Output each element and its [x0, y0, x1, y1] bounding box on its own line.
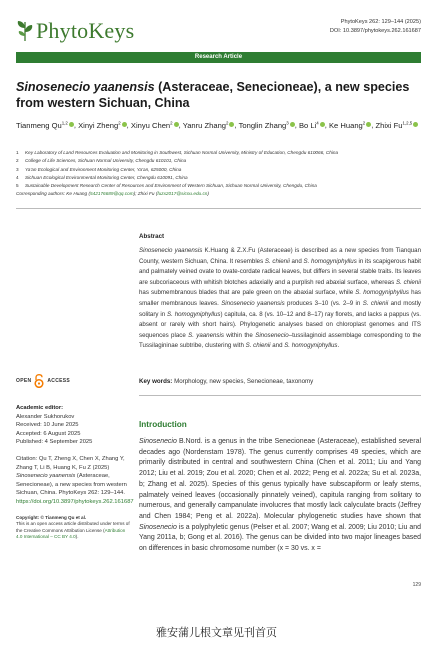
- orcid-icon[interactable]: [69, 122, 74, 127]
- email-link[interactable]: 542176689@qq.com: [90, 191, 134, 197]
- author-affiliation-sup: 3: [286, 120, 289, 125]
- corr-text: ): [207, 191, 209, 197]
- affiliation-item: [16, 157, 426, 165]
- author[interactable]: Yanru Zhang$^2$: [183, 121, 235, 130]
- journal-logo[interactable]: [16, 18, 134, 44]
- italic-taxon: Sinosenecio: [255, 331, 289, 339]
- italic-taxon: S. chienii: [395, 278, 421, 286]
- author[interactable]: Xinyi Zheng$^2$: [78, 121, 127, 130]
- email-link[interactable]: fuzx2017@sicnu.edu.cn: [157, 191, 208, 197]
- italic-taxon: S. homogyniphyllus: [303, 257, 357, 265]
- author[interactable]: Ke Huang$^2$: [329, 121, 371, 130]
- orcid-icon[interactable]: [413, 122, 418, 127]
- affiliation-text: Sichuan Ecological Environmental Monitoring Center, Chengdu 610091, China: [25, 174, 188, 180]
- leaf-logo-icon: [16, 20, 34, 42]
- text-run: is a polyphyletic genus (Pelser et al. 2007; Wang et al. 2009; Liu 2010; Liu and Yang 2011a, b; Gong et al. 2016). The genus can be divided into two major lineages based on differences in basic chromosome number (x = 30 vs. x =: [139, 523, 421, 553]
- corr-text: ); Zhixi Fu (: [133, 191, 158, 197]
- orcid-icon[interactable]: [366, 122, 371, 127]
- author-affiliation-sup: 2: [170, 120, 173, 125]
- text-run: K.Huang & Z.X.Fu (Asteraceae) is described as a new species from Tianquan County, western Sichuan, China. It resembles: [139, 247, 421, 265]
- text-run: and: [289, 257, 304, 265]
- open-lock-icon: [33, 374, 45, 388]
- author[interactable]: Tianmeng Qu$^{1,2}$: [16, 121, 74, 130]
- open-access-left: OPEN: [16, 378, 32, 384]
- abstract-heading: Abstract: [139, 233, 165, 240]
- italic-taxon: S. homogyniphyllus: [284, 342, 338, 350]
- author[interactable]: Bo Li$^4$: [299, 121, 325, 130]
- keywords-text: Morphology, new species, Senecioneae, taxonomy: [172, 378, 314, 385]
- open-access-right: ACCESS: [47, 378, 71, 384]
- affiliation-number: 5: [16, 183, 19, 189]
- affiliations: [16, 149, 426, 199]
- article-doi[interactable]: DOI: 10.3897/phytokeys.262.161687: [329, 28, 421, 34]
- italic-taxon: Sinosenecio: [139, 523, 177, 531]
- italic-taxon: Sinosenecio yaanensis: [221, 299, 285, 307]
- affiliation-text: College of Life Sciences, Sichuan Normal University, Chengdu 610101, China: [25, 158, 187, 164]
- introduction-heading: Introduction: [139, 420, 187, 429]
- title-line2: from western Sichuan, China: [16, 96, 190, 110]
- author-affiliation-sup: 2: [226, 120, 229, 125]
- italic-taxon: Sinosenecio yaanensis: [139, 247, 203, 254]
- article-info-sidebar: [16, 404, 134, 541]
- affiliation-number: 2: [16, 158, 19, 164]
- orcid-icon[interactable]: [229, 122, 234, 127]
- divider: [16, 208, 421, 209]
- text-run: and mostly solitary in: [139, 299, 421, 318]
- author-affiliation-sup: 1,2,5: [402, 120, 413, 125]
- author-affiliation-sup: 1,2: [61, 120, 68, 125]
- text-run: B.Nord. is a genus in the tribe Senecioneae (Asteraceae), established several decades ago (Nordenstam 1978). The genus currently comprises 49 species, which are primarily distributed in central and southwestern China (Chen et al. 2011; Liu and Yang 2012; Liu et al. 2019; Zou et al. 2020; Chen et al. 2022; Peng et al. 2022a; Su et al. 2023a, b; Zhang et al. 2025). Species of this genus typically have subscapiform or leafy stems, palmately veined leaves (occasionally pinnately veined), capitula ranging from solitary to numerous, and generally campanulate involucres that mostly lack calyculate bracts (Jeffrey and Chen 1984; Peng et al. 2022a). Molecular phylogenetic studies have shown that: [139, 438, 421, 520]
- affiliation-text: Sustainable Development Research Center of Resources and Environment of Western Sichuan, Sichuan Normal University, Chengdu, China: [25, 183, 317, 189]
- affiliation-number: 4: [16, 174, 19, 180]
- orcid-icon[interactable]: [174, 122, 179, 127]
- copyright-notice: Copyright: © Tianmeng Qu et al. This is an open access article distributed under terms of the Creative Commons Attribution License (Attribution 4.0 International – CC BY 4.0).: [16, 514, 130, 540]
- affiliation-item: [16, 166, 426, 174]
- accepted-date: Accepted: 6 August 2025: [16, 430, 81, 437]
- italic-taxon: S. homogyniphyllus: [167, 310, 221, 318]
- text-run: has smaller membranous leaves.: [139, 289, 421, 307]
- corresponding-authors: [16, 190, 426, 198]
- abstract-text: [139, 246, 421, 352]
- text-run: within the: [223, 331, 256, 339]
- received-date: Received: 10 June 2025: [16, 422, 79, 429]
- text-run: ) capitula, ca. 8 (vs. 10–12 and 8–17) ray florets, and lacks a pappus (vs. absent or rarely with short hairs). Phylogenetic analyses based on chloroplast genomes and ITS sequences place: [139, 310, 421, 339]
- italic-taxon: S. homogyniphyllus: [355, 289, 409, 297]
- journal-volume: PhytoKeys 262: 129–144 (2025): [340, 19, 421, 25]
- italic-taxon: S. chienii: [362, 299, 389, 307]
- italic-taxon: S. chienii: [264, 257, 290, 265]
- affiliation-item: [16, 149, 426, 157]
- author[interactable]: Tonglin Zhang$^3$: [239, 121, 295, 130]
- italic-taxon: S. chienii: [245, 342, 271, 350]
- affiliation-item: [16, 174, 426, 182]
- affiliation-item: [16, 182, 426, 190]
- text-run: produces 3–10 (vs. 2–9 in: [284, 299, 363, 307]
- caption-chinese: 雅安蒲儿根文章见刊首页: [156, 626, 277, 639]
- orcid-icon[interactable]: [290, 122, 295, 127]
- open-access-badge: [16, 374, 70, 388]
- text-run: has submembranous blades that are pale green on the abaxial surface, while: [139, 289, 356, 297]
- introduction-text: [139, 437, 421, 555]
- text-run: in its scapigerous habit and palmately veined ovate to ovate-cordate radical leaves, but differs in several stable traits. Its leaves are subcoriaceous with whitish blotches adaxially and a purplish red abaxial surface, whereas: [139, 257, 421, 286]
- page-number: 129: [412, 582, 421, 588]
- citation-doi-link[interactable]: https://doi.org/10.3897/phytokeys.262.161687: [16, 498, 134, 505]
- text-run: –tussilaginoid assemblage corresponding to the Tussilagininae subtribe, clustering with: [139, 331, 421, 350]
- author-affiliation-sup: 2: [362, 120, 366, 125]
- author-affiliation-sup: 2: [118, 120, 121, 125]
- journal-citation-meta: [330, 18, 421, 36]
- keywords: [139, 378, 421, 385]
- text-run: .: [337, 342, 340, 350]
- divider: [139, 395, 421, 396]
- text-run: and: [270, 342, 285, 350]
- italic-taxon: S. yaanensis: [188, 331, 224, 339]
- affiliation-text: Key Laboratory of Land Resources Evaluation and Monitoring in Southwest, Sichuan Normal University, Ministry of Education, Chengdu 610066, China: [25, 150, 339, 155]
- published-date: Published: 4 September 2025: [16, 439, 93, 446]
- orcid-icon[interactable]: [320, 122, 325, 127]
- license-link[interactable]: Attribution 4.0 International – CC BY 4.0: [16, 527, 126, 540]
- affiliation-number: 1: [16, 150, 19, 155]
- title-species: Sinosenecio yaanensis: [16, 80, 155, 94]
- orcid-icon[interactable]: [122, 122, 127, 127]
- corr-text: Corresponding authors: Ke Huang (: [16, 191, 91, 197]
- editor-name: Alexander Sukhorukov: [16, 413, 75, 420]
- author[interactable]: Xinyu Chen$^2$: [131, 121, 179, 130]
- keywords-label: Key words:: [139, 378, 173, 385]
- author-list: Tianmeng Qu$^{1,2}$ , Xinyi Zheng$^2$ , Xinyu Chen$^2$ , Yanru Zhang$^2$ , Tonglin Zhang$^3$ , Bo Li$^4$ , Ke Huang$^2$ , Zhixi Fu$^{1,2,5}$: [16, 117, 421, 131]
- article-title: [16, 79, 421, 111]
- title-rest: (Asteraceae, Senecioneae), a new species: [154, 80, 410, 94]
- article-type-banner: Research Article: [16, 52, 421, 63]
- author[interactable]: Zhixi Fu$^{1,2,5}$: [375, 121, 418, 130]
- logo-text: PhytoKeys: [36, 18, 135, 43]
- affiliation-text: Ya'an Ecological and Environment Monitoring Center, Ya'an, 625000, China: [25, 166, 182, 172]
- editor-label: Academic editor:: [16, 405, 64, 411]
- author-affiliation-sup: 4: [316, 120, 319, 125]
- italic-taxon: Sinosenecio: [139, 438, 177, 445]
- affiliation-number: 3: [16, 166, 19, 172]
- citation: Citation: Qu T, Zheng X, Chen X, Zhang Y, Zhang T, Li B, Huang K, Fu Z (2025) Sinosenecio yaanensis (Asteraceae, Senecioneae), a new species from western Sichuan, China. PhytoKeys 262: 129–144. https://doi.org/10.3897/phytokeys.262.161687: [16, 455, 134, 505]
